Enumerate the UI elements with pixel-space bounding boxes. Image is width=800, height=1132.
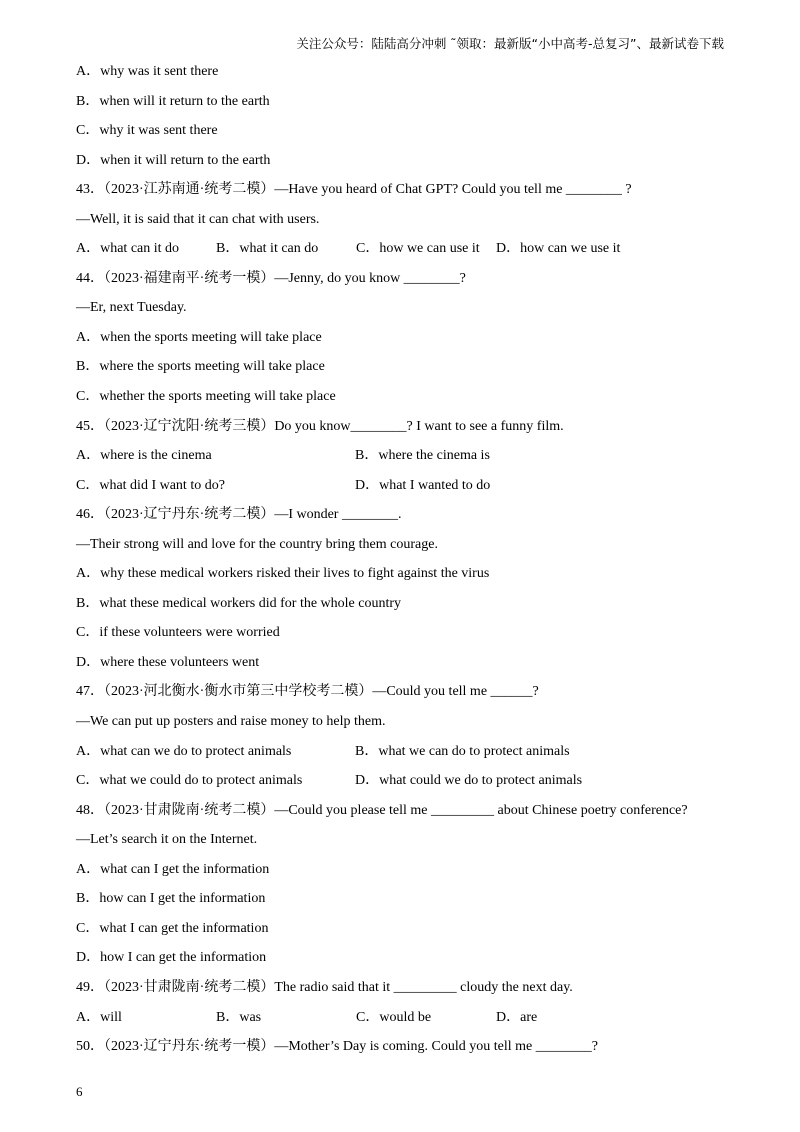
answer-option: A．what can it do [76, 241, 180, 257]
answer-option: B．where the cinema is [355, 448, 490, 464]
question-stem: 49．（2023·甘肃陇南·统考二模）The radio said that it _________ cloudy the next day. [76, 979, 573, 995]
answer-option: B．what we can do to protect animals [355, 743, 570, 759]
answer-options-row [76, 476, 726, 506]
dialogue-line: —Er, next Tuesday. [76, 300, 187, 316]
answer-option: B．when will it return to the earth [76, 93, 270, 109]
answer-options-row [76, 742, 726, 772]
answer-option: C．would be [356, 1009, 432, 1025]
answer-option: B．how can I get the information [76, 891, 266, 907]
question-stem: 48．（2023·甘肃陇南·统考二模）—Could you please tell me _________ about Chinese poetry conference? [76, 802, 688, 818]
answer-option: C．if these volunteers were worried [76, 625, 280, 641]
answer-options-row [76, 446, 726, 476]
answer-option: D．where these volunteers went [76, 654, 260, 670]
answer-option: B．where the sports meeting will take place [76, 359, 325, 375]
dialogue-line: —We can put up posters and raise money to help them. [76, 714, 386, 730]
answer-option: B．what these medical workers did for the whole country [76, 595, 402, 611]
answer-option: D．how I can get the information [76, 950, 267, 966]
answer-option: A．what can we do to protect animals [76, 743, 292, 759]
answer-option: A．when the sports meeting will take place [76, 329, 322, 345]
dialogue-line: —Their strong will and love for the country bring them courage. [76, 536, 438, 552]
question-stem: 50．（2023·辽宁丹东·统考一模）—Mother’s Day is coming. Could you tell me ________? [76, 1039, 598, 1055]
answer-option: C．why it was sent there [76, 123, 218, 139]
answer-option: C．what did I want to do? [76, 477, 225, 493]
dialogue-line: —Let’s search it on the Internet. [76, 832, 258, 848]
question-stem: 45．（2023·辽宁沈阳·统考三模）Do you know________? I want to see a funny film. [76, 418, 564, 434]
answer-option: C．what I can get the information [76, 920, 269, 936]
answer-option: B．was [216, 1009, 262, 1025]
page-header: 关注公众号：陆陆高分冲刺 ˜领取：最新版“小中高考-总复习”、最新试卷下载 [296, 36, 724, 51]
question-stem: 47．（2023·河北衡水·衡水市第三中学校考二模）—Could you tell me ______? [76, 684, 539, 700]
answer-option: A．will [76, 1009, 122, 1025]
answer-option: C．what we could do to protect animals [76, 773, 303, 789]
answer-option: D．what could we do to protect animals [355, 773, 583, 789]
answer-options-row [76, 771, 726, 801]
answer-option: D．are [496, 1009, 538, 1025]
question-stem: 46．（2023·辽宁丹东·统考二模）—I wonder ________. [76, 507, 402, 523]
question-stem: 43．（2023·江苏南通·统考二模）—Have you heard of Chat GPT? Could you tell me ________ ? [76, 182, 632, 198]
answer-option: D．what I wanted to do [355, 477, 491, 493]
answer-option: C．how we can use it [356, 241, 480, 257]
answer-option: A．why was it sent there [76, 64, 219, 79]
dialogue-line: —Well, it is said that it can chat with users. [76, 211, 320, 227]
answer-option: D．when it will return to the earth [76, 152, 271, 168]
answer-option: D．how can we use it [496, 241, 621, 257]
answer-option: A．what can I get the information [76, 861, 270, 877]
question-stem: 44．（2023·福建南平·统考一模）—Jenny, do you know ________? [76, 270, 466, 286]
answer-option: A．where is the cinema [76, 448, 212, 464]
answer-options-row [76, 1008, 726, 1038]
answer-option: A．why these medical workers risked their lives to fight against the virus [76, 566, 490, 582]
answer-option: B．what it can do [216, 241, 319, 257]
document-body [76, 62, 726, 1067]
answer-options-row [76, 239, 726, 269]
page-number: 6 [76, 1084, 83, 1099]
answer-option: C．whether the sports meeting will take place [76, 389, 336, 405]
